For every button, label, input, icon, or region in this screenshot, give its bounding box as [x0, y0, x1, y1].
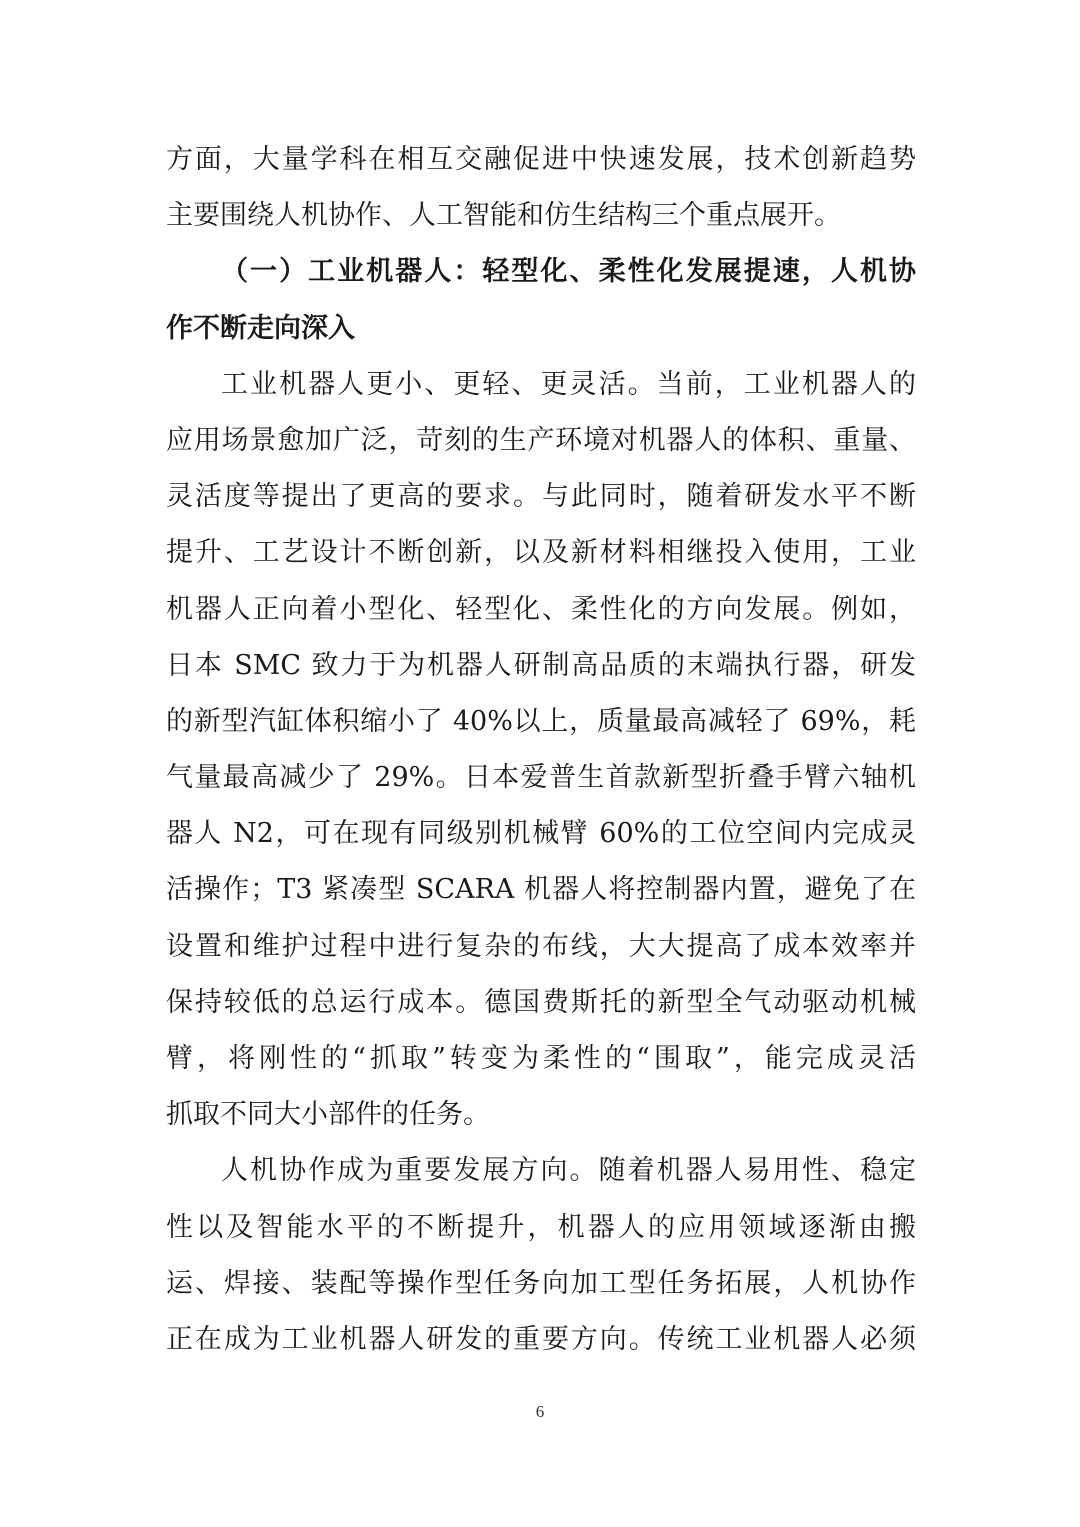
text-line: 性以及智能水平的不断提升，机器人的应用领域逐渐由搬	[166, 1211, 916, 1243]
text-line: 设置和维护过程中进行复杂的布线，大大提高了成本效率并	[166, 930, 916, 962]
text-line: 灵活度等提出了更高的要求。与此同时，随着研发水平不断	[166, 481, 916, 513]
text-line: 活操作；T3 紧凑型 SCARA 机器人将控制器内置，避免了在	[166, 874, 916, 906]
text-line: 提升、工艺设计不断创新，以及新材料相继投入使用，工业	[166, 537, 916, 569]
text-line: 主要围绕人机协作、人工智能和仿生结构三个重点展开。	[166, 200, 841, 232]
text-line: 日本 SMC 致力于为机器人研制高品质的末端执行器，研发	[166, 649, 916, 681]
text-line: 方面，大量学科在相互交融促进中快速发展，技术创新趋势	[166, 144, 916, 175]
text-line: 气量最高减少了 29%。日本爱普生首款新型折叠手臂六轴机	[166, 762, 916, 794]
text-line: 保持较低的总运行成本。德国费斯托的新型全气动驱动机械	[166, 986, 916, 1018]
text-line: 工业机器人更小、更轻、更灵活。当前，工业机器人的	[221, 368, 916, 400]
body-text	[166, 132, 916, 1368]
text-line: 人机协作成为重要发展方向。随着机器人易用性、稳定	[221, 1155, 916, 1187]
text-line: 应用场景愈加广泛，苛刻的生产环境对机器人的体积、重量、	[166, 424, 916, 456]
text-line: 器人 N2，可在现有同级别机械臂 60%的工位空间内完成灵	[166, 818, 916, 850]
section-heading-line: （一）工业机器人：轻型化、柔性化发展提速，人机协	[221, 256, 916, 288]
page-number: 6	[535, 1402, 545, 1421]
text-line: 抓取不同大小部件的任务。	[166, 1099, 490, 1131]
text-line: 运、焊接、装配等操作型任务向加工型任务拓展，人机协作	[166, 1267, 916, 1299]
text-line: 机器人正向着小型化、轻型化、柔性化的方向发展。例如，	[166, 593, 916, 625]
text-line: 的新型汽缸体积缩小了 40%以上，质量最高减轻了 69%，耗	[166, 705, 916, 737]
section-heading-line: 作不断走向深入	[166, 312, 355, 344]
text-line: 臂，将刚性的“抓取”转变为柔性的“围取”，能完成灵活	[166, 1043, 916, 1074]
text-line: 正在成为工业机器人研发的重要方向。传统工业机器人必须	[166, 1323, 916, 1355]
